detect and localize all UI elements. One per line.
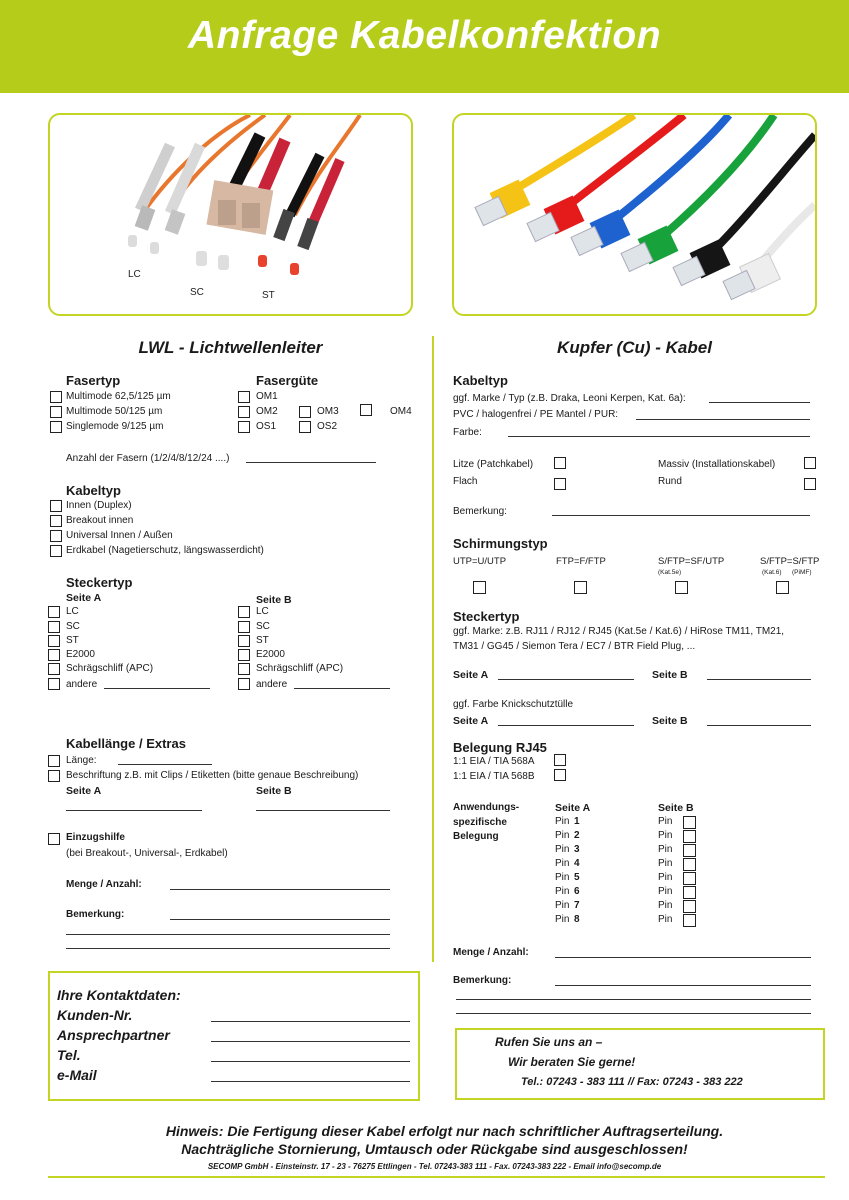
- lwl-bemerkung-input-line-1[interactable]: [170, 919, 390, 920]
- fasertyp-checkbox-3[interactable]: [50, 421, 62, 433]
- stecker-a-checkbox-lc[interactable]: [48, 606, 60, 618]
- pin-a-word: Pin: [555, 844, 570, 855]
- pin-row-7: [555, 900, 735, 914]
- stecker-a-label-e2000: E2000: [66, 649, 95, 660]
- stecker-a-checkbox-apc[interactable]: [48, 663, 60, 675]
- stecker-b-label-e2000: E2000: [256, 649, 285, 660]
- stecker-b-label-sc: SC: [256, 621, 270, 632]
- belegung-heading: Belegung RJ45: [453, 740, 547, 755]
- schirmung-label-sfutp: S/FTP=SF/UTP: [658, 556, 725, 567]
- stecker-b-andere-input-line[interactable]: [294, 688, 390, 689]
- stecker-a-checkbox-st[interactable]: [48, 635, 60, 647]
- cu-menge-label: Menge / Anzahl:: [453, 947, 529, 958]
- stecker-b-checkbox-e2000[interactable]: [238, 649, 250, 661]
- call-phone-fax: Tel.: 07243 - 383 111 // Fax: 07243 - 383 222: [521, 1076, 743, 1088]
- beschriftung-side-b: Seite B: [256, 785, 292, 797]
- pin-a-word: Pin: [555, 914, 570, 925]
- cu-flach-checkbox[interactable]: [554, 478, 566, 490]
- fiber-cable-photo: [48, 113, 413, 316]
- custom-belegung-label-2: spezifische: [453, 817, 507, 828]
- custom-belegung-label-3: Belegung: [453, 831, 499, 842]
- beschriftung-side-a: Seite A: [66, 785, 102, 797]
- cu-knickschutz-label: ggf. Farbe Knickschutztülle: [453, 699, 574, 710]
- stecker-b-checkbox-apc[interactable]: [238, 663, 250, 675]
- lwl-kabeltyp-label-3: Universal Innen / Außen: [66, 530, 173, 541]
- pin-b-checkbox-2[interactable]: [683, 830, 696, 843]
- cu-knick-b-input-line[interactable]: [707, 725, 811, 726]
- contact-ansprechpartner-input-line[interactable]: [211, 1041, 410, 1042]
- stecker-a-checkbox-sc[interactable]: [48, 621, 60, 633]
- copper-cable-photo: [452, 113, 817, 316]
- belegung-label-568a: 1:1 EIA / TIA 568A: [453, 756, 535, 767]
- fasertyp-label-2: Multimode 50/125 µm: [66, 406, 163, 417]
- beschriftung-b-input-line[interactable]: [256, 810, 390, 811]
- call-line-1: Rufen Sie uns an –: [495, 1035, 603, 1049]
- stecker-b-label-apc: Schrägschliff (APC): [256, 663, 344, 674]
- fasergute-label-om3: OM3: [317, 406, 339, 417]
- schirmung-checkbox-sftp[interactable]: [776, 581, 789, 594]
- fiber-count-input-line[interactable]: [246, 462, 376, 463]
- stecker-a-label-st: ST: [66, 635, 79, 646]
- cu-rund-checkbox[interactable]: [804, 478, 816, 490]
- cu-color-label: Farbe:: [453, 427, 482, 438]
- lc-label: LC: [128, 269, 141, 280]
- lwl-side-b-heading: Seite B: [256, 594, 292, 606]
- lwl-kabeltyp-heading: Kabeltyp: [66, 483, 121, 498]
- fasergute-label-om1: OM1: [256, 391, 278, 402]
- lwl-kabeltyp-checkbox-2[interactable]: [50, 515, 62, 527]
- cu-knick-side-b: Seite B: [652, 715, 688, 727]
- pin-b-checkbox-5[interactable]: [683, 872, 696, 885]
- fasergute-label-om2: OM2: [256, 406, 278, 417]
- belegung-checkbox-568b[interactable]: [554, 769, 566, 781]
- fasergute-label-os1: OS1: [256, 421, 277, 432]
- stecker-a-label-apc: Schrägschliff (APC): [66, 663, 154, 674]
- stecker-b-label-st: ST: [256, 635, 269, 646]
- lwl-kabeltyp-label-2: Breakout innen: [66, 515, 134, 526]
- lwl-bemerkung-label: Bemerkung:: [66, 909, 125, 920]
- kabellaenge-heading: Kabellänge / Extras: [66, 736, 186, 751]
- schirmung-label-utp: UTP=U/UTP: [453, 556, 507, 567]
- cu-steckertyp-heading: Steckertyp: [453, 609, 520, 624]
- pin-b-checkbox-3[interactable]: [683, 844, 696, 857]
- fasergute-checkbox-om1[interactable]: [238, 391, 250, 403]
- pin-a-word: Pin: [555, 886, 570, 897]
- pin-a-word: Pin: [555, 900, 570, 911]
- custom-belegung-label-1: Anwendungs-: [453, 802, 520, 813]
- schirmung-checkbox-ftp[interactable]: [574, 581, 587, 594]
- fasergute-label-om4: OM4: [390, 406, 412, 417]
- pin-b-word: Pin: [658, 844, 673, 855]
- copper-cable-illustration: [454, 115, 815, 314]
- schirmung-heading: Schirmungstyp: [453, 536, 548, 551]
- fasergute-label-os2: OS2: [317, 421, 338, 432]
- cu-knick-a-input-line[interactable]: [498, 725, 634, 726]
- cu-litze-label: Litze (Patchkabel): [453, 459, 534, 470]
- pin-a-number: 5: [574, 872, 580, 883]
- cu-stecker-side-a: Seite A: [453, 669, 489, 681]
- pin-row-8: [555, 914, 735, 928]
- cu-massiv-checkbox[interactable]: [804, 457, 816, 469]
- pin-b-word: Pin: [658, 914, 673, 925]
- schirmung-label-sftp: S/FTP=S/FTP: [760, 556, 820, 567]
- cu-menge-input-line[interactable]: [555, 957, 811, 958]
- fasergute-checkbox-om3[interactable]: [299, 406, 311, 418]
- schirmung-note-sftp: (Kat.6): [762, 569, 782, 576]
- cu-bemerkung-label: Bemerkung:: [453, 975, 512, 986]
- cu-kabeltyp-heading: Kabeltyp: [453, 373, 508, 388]
- lwl-kabeltyp-checkbox-1[interactable]: [50, 500, 62, 512]
- footer-notice-line-1: Hinweis: Die Fertigung dieser Kabel erfolgt nur nach schriftlicher Auftragserteilung.: [165, 1123, 724, 1139]
- stecker-a-label-sc: SC: [66, 621, 80, 632]
- fasertyp-label-3: Singlemode 9/125 µm: [66, 421, 164, 432]
- schirmung-note-sfutp: (Kat.5e): [658, 569, 682, 576]
- fasertyp-heading: Fasertyp: [66, 373, 121, 388]
- cu-stecker-brands-line2: TM31 / GG45 / Siemon Tera / EC7 / BTR Field Plug, ...: [453, 641, 696, 652]
- cu-kabel-bemerkung-input-line[interactable]: [552, 515, 810, 516]
- lwl-bemerkung-input-line-3[interactable]: [66, 948, 390, 949]
- pin-a-word: Pin: [555, 830, 570, 841]
- cu-brand-label: ggf. Marke / Typ (z.B. Draka, Leoni Kerpen, Kat. 6a):: [453, 393, 686, 404]
- beschriftung-checkbox[interactable]: [48, 770, 60, 782]
- contact-email-input-line[interactable]: [211, 1081, 410, 1082]
- stecker-a-checkbox-andere[interactable]: [48, 678, 60, 690]
- pin-a-word: Pin: [555, 872, 570, 883]
- pin-a-number: 7: [574, 900, 580, 911]
- pin-a-number: 4: [574, 858, 580, 869]
- stecker-a-label-andere: andere: [66, 679, 98, 690]
- contact-kundennr-input-line[interactable]: [211, 1021, 410, 1022]
- lwl-kabeltyp-checkbox-3[interactable]: [50, 530, 62, 542]
- cu-color-input-line[interactable]: [508, 436, 810, 437]
- pin-side-b-heading: Seite B: [658, 802, 694, 814]
- stecker-b-checkbox-st[interactable]: [238, 635, 250, 647]
- stecker-b-checkbox-andere[interactable]: [238, 678, 250, 690]
- pin-row-4: [555, 858, 735, 872]
- cu-stecker-side-b: Seite B: [652, 669, 688, 681]
- cu-bemerkung-input-line-3[interactable]: [456, 1013, 811, 1014]
- lwl-bemerkung-input-line-2[interactable]: [66, 934, 390, 935]
- lwl-steckertyp-heading: Steckertyp: [66, 575, 133, 590]
- cu-flach-label: Flach: [453, 476, 478, 487]
- cu-litze-checkbox[interactable]: [554, 457, 566, 469]
- pin-b-checkbox-4[interactable]: [683, 858, 696, 871]
- pin-row-6: [555, 886, 735, 900]
- stecker-b-label-lc: LC: [256, 606, 269, 617]
- schirmung-checkbox-utp[interactable]: [473, 581, 486, 594]
- cu-stecker-brands-line1: ggf. Marke: z.B. RJ11 / RJ12 / RJ45 (Kat.5e / Kat.6) / HiRose TM11, TM21,: [453, 626, 785, 637]
- lwl-kabeltyp-label-1: Innen (Duplex): [66, 500, 132, 511]
- cu-bemerkung-input-line-1[interactable]: [555, 985, 811, 986]
- pin-b-checkbox-6[interactable]: [683, 886, 696, 899]
- beschriftung-a-input-line[interactable]: [66, 810, 202, 811]
- page-title: Anfrage Kabelkonfektion: [187, 14, 662, 57]
- lwl-kabeltyp-label-4: Erdkabel (Nagetierschutz, längswasserdicht): [66, 545, 264, 556]
- pin-a-number: 3: [574, 844, 580, 855]
- stecker-b-checkbox-lc[interactable]: [238, 606, 250, 618]
- lwl-title: LWL - Lichtwellenleiter: [138, 338, 323, 357]
- pin-row-1: [555, 816, 735, 830]
- lwl-kabeltyp-checkbox-4[interactable]: [50, 545, 62, 557]
- kupfer-title: Kupfer (Cu) - Kabel: [557, 338, 712, 357]
- cu-pvc-label: PVC / halogenfrei / PE Mantel / PUR:: [453, 409, 619, 420]
- pin-b-checkbox-1[interactable]: [683, 816, 696, 829]
- fasergute-checkbox-os2[interactable]: [299, 421, 311, 433]
- schirmung-note-pimf: (PiMF): [792, 569, 812, 576]
- fasergute-checkbox-om2[interactable]: [238, 406, 250, 418]
- lwl-menge-input-line[interactable]: [170, 889, 390, 890]
- footer-company-address: SECOMP GmbH - Einsteinstr. 17 - 23 - 76275 Ettlingen - Tel. 07243-383 111 - Fax. 07243-383 222 - Email info@secomp.de: [207, 1162, 662, 1171]
- pin-side-a-heading: Seite A: [555, 802, 591, 814]
- cu-knick-side-a: Seite A: [453, 715, 489, 727]
- pin-a-word: Pin: [555, 858, 570, 869]
- pin-b-checkbox-8[interactable]: [683, 914, 696, 927]
- stecker-a-label-lc: LC: [66, 606, 79, 617]
- laenge-input-line[interactable]: [118, 764, 212, 765]
- call-line-2: Wir beraten Sie gerne!: [508, 1055, 636, 1069]
- fasergute-heading: Fasergüte: [256, 373, 319, 388]
- beschriftung-label: Beschriftung z.B. mit Clips / Etiketten (bitte genaue Beschreibung): [66, 770, 359, 781]
- contact-label-kundennr: Kunden-Nr.: [57, 1007, 133, 1023]
- st-label: ST: [262, 290, 275, 301]
- fiber-count-label: Anzahl der Fasern (1/2/4/8/12/24 ....): [66, 453, 230, 464]
- contact-label-tel: Tel.: [57, 1047, 81, 1063]
- column-divider: [432, 336, 434, 962]
- contact-tel-input-line[interactable]: [211, 1061, 410, 1062]
- contact-label-email: e-Mail: [57, 1067, 97, 1083]
- fasertyp-checkbox-2[interactable]: [50, 406, 62, 418]
- fasertyp-label-1: Multimode 62,5/125 µm: [66, 391, 171, 402]
- pin-row-2: [555, 830, 735, 844]
- pin-b-word: Pin: [658, 886, 673, 897]
- fiber-cable-illustration: [50, 115, 411, 314]
- cu-massiv-label: Massiv (Installationskabel): [658, 459, 776, 470]
- pin-a-number: 1: [574, 816, 580, 827]
- laenge-checkbox[interactable]: [48, 755, 60, 767]
- cu-bemerkung-input-line-2[interactable]: [456, 999, 811, 1000]
- cu-stecker-b-input-line[interactable]: [707, 679, 811, 680]
- pin-a-number: 8: [574, 914, 580, 925]
- contact-label-ansprechpartner: Ansprechpartner: [57, 1027, 170, 1043]
- pin-b-word: Pin: [658, 816, 673, 827]
- lwl-menge-label: Menge / Anzahl:: [66, 879, 142, 890]
- pin-b-word: Pin: [658, 830, 673, 841]
- cu-rund-label: Rund: [658, 476, 682, 487]
- pin-b-word: Pin: [658, 900, 673, 911]
- pin-b-checkbox-7[interactable]: [683, 900, 696, 913]
- footer-notice-line-2: Nachträgliche Stornierung, Umtausch oder Rückgabe sind ausgeschlossen!: [181, 1141, 688, 1157]
- fasertyp-checkbox-1[interactable]: [50, 391, 62, 403]
- pin-b-word: Pin: [658, 858, 673, 869]
- contact-title: Ihre Kontaktdaten:: [57, 987, 181, 1003]
- belegung-label-568b: 1:1 EIA / TIA 568B: [453, 771, 535, 782]
- footer-divider: [48, 1176, 825, 1178]
- stecker-a-andere-input-line[interactable]: [104, 688, 210, 689]
- stecker-b-checkbox-sc[interactable]: [238, 621, 250, 633]
- schirmung-checkbox-sfutp[interactable]: [675, 581, 688, 594]
- pin-a-word: Pin: [555, 816, 570, 827]
- pin-b-word: Pin: [658, 872, 673, 883]
- sc-label: SC: [190, 287, 204, 298]
- stecker-b-label-andere: andere: [256, 679, 288, 690]
- pin-row-5: [555, 872, 735, 886]
- cu-brand-input-line[interactable]: [709, 402, 810, 403]
- cu-pvc-input-line[interactable]: [636, 419, 810, 420]
- pin-a-number: 6: [574, 886, 580, 897]
- pin-row-3: [555, 844, 735, 858]
- cu-stecker-a-input-line[interactable]: [498, 679, 634, 680]
- fasergute-checkbox-os1[interactable]: [238, 421, 250, 433]
- einzugshilfe-note: (bei Breakout-, Universal-, Erdkabel): [66, 848, 228, 859]
- cu-kabel-bemerkung-label: Bemerkung:: [453, 506, 507, 517]
- stecker-a-checkbox-e2000[interactable]: [48, 649, 60, 661]
- laenge-label: Länge:: [66, 755, 97, 766]
- schirmung-label-ftp: FTP=F/FTP: [556, 556, 606, 567]
- pin-table: [555, 816, 735, 928]
- fasergute-checkbox-om4[interactable]: [360, 404, 372, 416]
- pin-a-number: 2: [574, 830, 580, 841]
- belegung-checkbox-568a[interactable]: [554, 754, 566, 766]
- lwl-side-a-heading: Seite A: [66, 592, 102, 604]
- einzugshilfe-checkbox[interactable]: [48, 833, 60, 845]
- einzugshilfe-label: Einzugshilfe: [66, 832, 125, 843]
